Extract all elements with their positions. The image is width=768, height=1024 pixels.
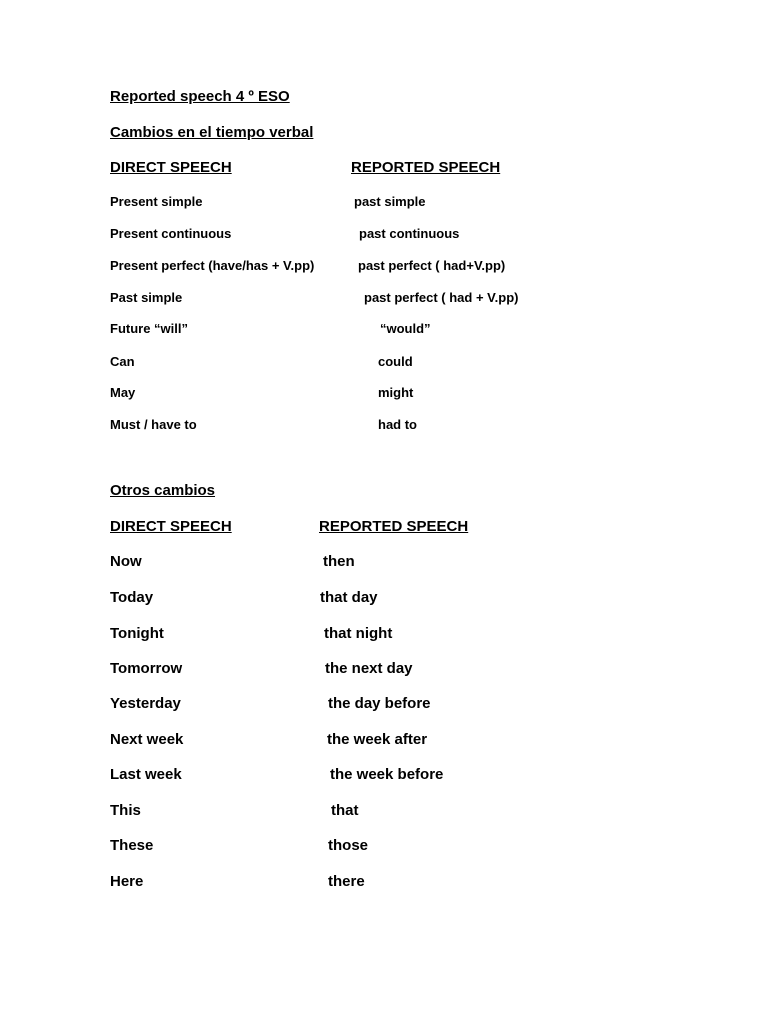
column-header-reported-speech: REPORTED SPEECH	[319, 518, 469, 535]
expression-direct: Next week	[110, 731, 184, 748]
expression-direct: This	[110, 802, 141, 819]
expression-reported: that night	[324, 625, 393, 642]
tense-reported: past perfect ( had+V.pp)	[358, 258, 506, 273]
expression-reported: the week before	[330, 766, 444, 783]
tense-direct: May	[110, 385, 136, 400]
expression-direct: Last week	[110, 766, 182, 783]
tense-reported: “would”	[380, 321, 431, 336]
tense-reported: past continuous	[359, 226, 460, 241]
tense-direct: Can	[110, 354, 135, 369]
expression-reported: that	[331, 802, 359, 819]
expression-reported: there	[328, 873, 365, 890]
document-title: Reported speech 4 º ESO	[110, 88, 290, 105]
tense-reported: past simple	[354, 194, 426, 209]
tense-direct: Past simple	[110, 290, 183, 305]
column-header-direct-speech: DIRECT SPEECH	[110, 518, 232, 535]
expression-direct: Now	[110, 553, 142, 570]
expression-direct: Here	[110, 873, 144, 890]
expression-reported: the day before	[328, 695, 431, 712]
expression-direct: Tomorrow	[110, 660, 183, 677]
expression-reported: the week after	[327, 731, 428, 748]
tense-reported: past perfect ( had + V.pp)	[364, 290, 519, 305]
tense-direct: Future “will”	[110, 321, 188, 336]
tense-reported: had to	[378, 417, 417, 432]
tense-direct: Must / have to	[110, 417, 197, 432]
tense-reported: might	[378, 385, 414, 400]
expression-reported: that day	[320, 589, 378, 606]
expression-reported: then	[323, 553, 355, 570]
tense-reported: could	[378, 354, 413, 369]
tense-direct: Present continuous	[110, 226, 232, 241]
expression-reported: the next day	[325, 660, 413, 677]
tense-direct: Present perfect (have/has + V.pp)	[110, 258, 315, 273]
expression-direct: Today	[110, 589, 154, 606]
expression-direct: Tonight	[110, 625, 164, 642]
section-heading-verb-tenses: Cambios en el tiempo verbal	[110, 124, 314, 141]
expression-reported: those	[328, 837, 369, 854]
expression-direct: Yesterday	[110, 695, 181, 712]
column-header-reported-speech: REPORTED SPEECH	[351, 159, 501, 176]
column-header-direct-speech: DIRECT SPEECH	[110, 159, 232, 176]
tense-direct: Present simple	[110, 194, 203, 209]
section-heading-other-changes: Otros cambios	[110, 482, 216, 499]
expression-direct: These	[110, 837, 154, 854]
